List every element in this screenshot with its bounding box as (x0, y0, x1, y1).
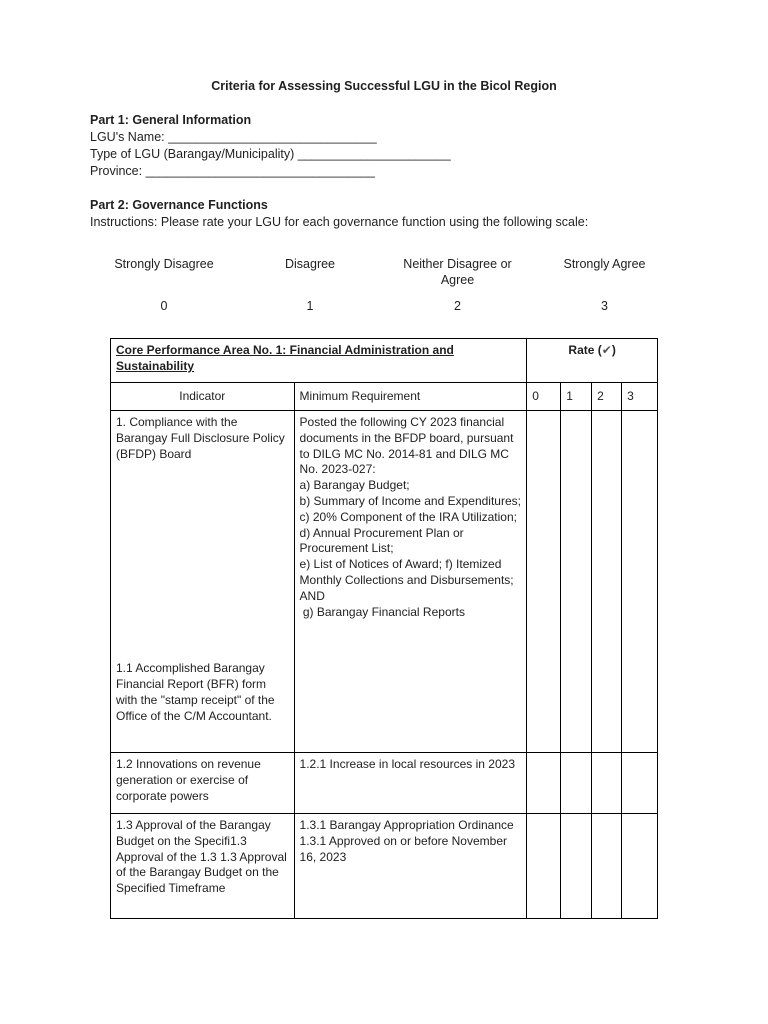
document-title: Criteria for Assessing Successful LGU in the Bicol Region (211, 79, 557, 93)
rating-cell-1[interactable] (561, 814, 592, 919)
scale-value: 1 (306, 299, 314, 313)
requirement-line: b) Summary of Income and Expenditures; (299, 493, 521, 508)
requirement-line: a) Barangay Budget; (299, 478, 410, 493)
indicator-cell: 1.3 Approval of the Barangay Budget on the Specifi1.3 Approval of the 1.3 1.3 Approval of the Barangay Budget on the Specified Timeframe (111, 814, 295, 919)
part2-heading: Part 2: Governance Functions (90, 198, 268, 212)
rate-column-header-0: 0 (527, 383, 561, 411)
rating-cell-2[interactable] (592, 814, 622, 919)
checkmark-icon: ✔ (601, 343, 612, 357)
rating-cell-2[interactable] (592, 753, 622, 814)
scale-item (260, 256, 360, 313)
province-field[interactable]: Province: _________________________________ (90, 164, 375, 178)
column-header-row (111, 383, 658, 411)
part2-section (90, 197, 730, 231)
area-title-cell (111, 339, 527, 383)
lgu-type-field[interactable]: Type of LGU (Barangay/Municipality) ______________________ (90, 147, 451, 161)
requirement-line: d) Annual Procurement Plan or Procurement List; (299, 525, 464, 556)
requirement-cell: 1.3.1 Barangay Appropriation Ordinance 1.3.1 Approved on or before November 16, 2023 (294, 814, 527, 919)
rate-label: Rate ( (568, 343, 602, 357)
rating-scale (90, 256, 690, 326)
indicator-cell: 1.2 Innovations on revenue generation or exercise of corporate powers (111, 753, 295, 814)
table-row (111, 411, 658, 753)
part2-instructions: Instructions: Please rate your LGU for each governance function using the following scale: (90, 215, 589, 229)
scale-label: Neither Disagree or Agree (403, 257, 512, 287)
rating-cell-0[interactable] (527, 411, 561, 753)
scale-item (390, 256, 525, 313)
table-header-row (111, 339, 658, 383)
requirement-cell: 1.2.1 Increase in local resources in 2023 (294, 753, 527, 814)
indicator-text-sub: 1.1 Accomplished Barangay Financial Report (BFR) form with the "stamp receipt" of the Office of the C/M Accountant. (116, 661, 275, 723)
requirement-line: Posted the following CY 2023 financial documents in the BFDP board, pursuant to DILG MC No. 2014-81 and DILG MC No. 2023-027: (299, 415, 514, 477)
rate-header-cell (527, 339, 658, 383)
rate-close: ) (611, 343, 616, 357)
indicator-column-header: Indicator (111, 383, 295, 411)
requirement-line: e) List of Notices of Award; f) Itemized Monthly Collections and Disbursements; AND (299, 557, 514, 603)
scale-label: Strongly Disagree (114, 257, 214, 271)
rating-cell-0[interactable] (527, 753, 561, 814)
part1-section (90, 112, 730, 180)
rating-cell-2[interactable] (592, 411, 622, 753)
rating-cell-3[interactable] (622, 753, 658, 814)
scale-label: Strongly Agree (563, 257, 646, 271)
scale-item (552, 256, 657, 313)
rate-column-header-3: 3 (622, 383, 658, 411)
rating-cell-3[interactable] (622, 814, 658, 919)
area-title: Core Performance Area No. 1: Financial Administration and Sustainability (116, 343, 454, 373)
rating-cell-1[interactable] (561, 753, 592, 814)
table-row (111, 814, 658, 919)
rate-column-header-1: 1 (561, 383, 592, 411)
indicator-cell (111, 411, 295, 753)
indicator-text: 1. Compliance with the Barangay Full Disclosure Policy (BFDP) Board (116, 415, 285, 461)
rating-cell-3[interactable] (622, 411, 658, 753)
part1-heading: Part 1: General Information (90, 113, 252, 127)
requirement-column-header: Minimum Requirement (294, 383, 527, 411)
rating-cell-0[interactable] (527, 814, 561, 919)
requirement-line: c) 20% Component of the IRA Utilization; (299, 509, 517, 524)
scale-label: Disagree (284, 257, 336, 271)
requirement-cell (294, 411, 527, 753)
scale-value: 2 (454, 299, 461, 313)
assessment-table (110, 338, 658, 919)
rate-column-header-2: 2 (592, 383, 622, 411)
requirement-line: g) Barangay Financial Reports (299, 604, 465, 619)
scale-value: 3 (601, 299, 608, 313)
table-row (111, 753, 658, 814)
scale-item (100, 256, 228, 313)
scale-value: 0 (160, 299, 168, 313)
lgu-name-field[interactable]: LGU's Name: ______________________________ (90, 130, 377, 144)
rating-cell-1[interactable] (561, 411, 592, 753)
